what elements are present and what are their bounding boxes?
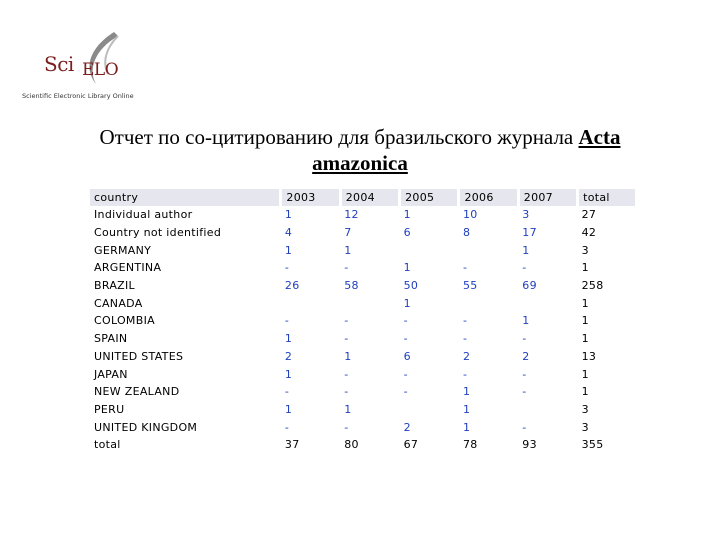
year-value-cell: 3 bbox=[522, 208, 530, 222]
country-cell: BRAZIL bbox=[94, 279, 135, 293]
table-row bbox=[90, 383, 637, 401]
year-value-cell: - bbox=[403, 314, 408, 328]
year-value-cell: 1 bbox=[522, 243, 530, 257]
page-title bbox=[40, 124, 680, 176]
country-cell: Individual author bbox=[94, 208, 193, 222]
country-cell: NEW ZEALAND bbox=[94, 385, 180, 399]
year-value-cell: - bbox=[462, 367, 468, 381]
column-header: 2006 bbox=[459, 189, 518, 206]
column-header: total bbox=[578, 189, 637, 206]
table-row bbox=[90, 224, 637, 242]
column-header: 2003 bbox=[281, 189, 340, 206]
total-label-cell: total bbox=[94, 438, 121, 452]
logo-tagline: Scientific Electronic Library Online bbox=[22, 92, 134, 100]
row-total-cell: 1 bbox=[581, 367, 589, 381]
year-value-cell: 1 bbox=[284, 367, 293, 381]
column-header: country bbox=[90, 189, 281, 206]
year-value-cell: - bbox=[284, 261, 290, 275]
year-value-cell: - bbox=[462, 332, 468, 346]
total-row bbox=[90, 436, 637, 454]
row-total-cell: 27 bbox=[581, 208, 597, 222]
year-value-cell: 10 bbox=[462, 208, 478, 222]
year-total-cell: 78 bbox=[462, 438, 478, 452]
row-total-cell: 1 bbox=[581, 261, 589, 275]
grand-total-cell: 355 bbox=[581, 438, 604, 452]
year-value-cell: 58 bbox=[344, 279, 359, 293]
year-value-cell: - bbox=[284, 314, 290, 328]
year-value-cell: - bbox=[344, 261, 349, 275]
row-total-cell: 42 bbox=[581, 226, 597, 240]
year-value-cell: 50 bbox=[403, 279, 419, 293]
year-value-cell: - bbox=[344, 385, 349, 399]
table-row bbox=[90, 259, 637, 277]
year-value-cell: 1 bbox=[344, 243, 352, 257]
row-total-cell: 1 bbox=[581, 332, 589, 346]
country-cell: Country not identified bbox=[94, 226, 222, 240]
country-cell: SPAIN bbox=[94, 332, 128, 346]
year-value-cell: 12 bbox=[344, 208, 359, 222]
year-value-cell: - bbox=[344, 314, 349, 328]
column-header: 2007 bbox=[518, 189, 577, 206]
table-row bbox=[90, 401, 637, 419]
year-value-cell: 6 bbox=[403, 349, 411, 363]
year-value-cell: - bbox=[284, 420, 290, 434]
title-text: Отчет по со-цитированию для бразильского журнала bbox=[99, 125, 574, 149]
year-value-cell: 1 bbox=[344, 349, 352, 363]
year-value-cell: 1 bbox=[462, 385, 471, 399]
table-row bbox=[90, 206, 637, 224]
year-value-cell: 55 bbox=[462, 279, 478, 293]
journal-name-part1: Acta bbox=[578, 125, 621, 149]
year-value-cell: - bbox=[522, 367, 527, 381]
scielo-logo bbox=[22, 26, 142, 106]
year-value-cell: 69 bbox=[522, 279, 537, 293]
year-value-cell: - bbox=[522, 261, 527, 275]
year-value-cell: - bbox=[462, 261, 468, 275]
year-value-cell: 2 bbox=[462, 349, 471, 363]
column-header: 2004 bbox=[340, 189, 399, 206]
year-value-cell bbox=[459, 294, 518, 312]
year-value-cell: 2 bbox=[403, 420, 411, 434]
year-value-cell: 26 bbox=[284, 279, 300, 293]
year-value-cell: - bbox=[403, 385, 408, 399]
year-value-cell: - bbox=[522, 420, 527, 434]
country-cell: PERU bbox=[94, 402, 125, 416]
year-value-cell: 6 bbox=[403, 226, 411, 240]
row-total-cell: 3 bbox=[581, 420, 589, 434]
year-value-cell: - bbox=[344, 420, 349, 434]
year-value-cell: 2 bbox=[522, 349, 530, 363]
row-total-cell: 3 bbox=[581, 402, 589, 416]
journal-name-part2: amazonica bbox=[312, 151, 408, 175]
year-value-cell: 4 bbox=[284, 226, 293, 240]
column-header: 2005 bbox=[400, 189, 459, 206]
logo-text-sci: Sci bbox=[44, 52, 74, 76]
row-total-cell: 13 bbox=[581, 349, 597, 363]
country-cell: JAPAN bbox=[94, 367, 128, 381]
country-cell: CANADA bbox=[94, 296, 143, 310]
row-total-cell: 1 bbox=[581, 385, 589, 399]
year-value-cell: 1 bbox=[522, 314, 530, 328]
year-value-cell: - bbox=[462, 314, 468, 328]
table-row bbox=[90, 294, 637, 312]
year-total-cell: 67 bbox=[403, 438, 419, 452]
cocitation-table bbox=[90, 189, 638, 454]
year-value-cell: - bbox=[403, 332, 408, 346]
year-value-cell: 1 bbox=[284, 243, 293, 257]
year-total-cell: 80 bbox=[344, 438, 359, 452]
year-value-cell bbox=[518, 401, 577, 419]
year-value-cell: 1 bbox=[403, 296, 411, 310]
table-row bbox=[90, 330, 637, 348]
table-row bbox=[90, 348, 637, 366]
year-value-cell: - bbox=[403, 367, 408, 381]
year-value-cell: - bbox=[284, 385, 290, 399]
row-total-cell: 258 bbox=[581, 279, 604, 293]
table-row bbox=[90, 418, 637, 436]
year-total-cell: 37 bbox=[284, 438, 300, 452]
row-total-cell: 3 bbox=[581, 243, 589, 257]
row-total-cell: 1 bbox=[581, 296, 589, 310]
year-value-cell: 8 bbox=[462, 226, 471, 240]
country-cell: UNITED STATES bbox=[94, 349, 184, 363]
year-value-cell bbox=[400, 241, 459, 259]
year-value-cell bbox=[400, 401, 459, 419]
country-cell: UNITED KINGDOM bbox=[94, 420, 198, 434]
country-cell: ARGENTINA bbox=[94, 261, 162, 275]
year-value-cell: 1 bbox=[284, 332, 293, 346]
country-cell: COLOMBIA bbox=[94, 314, 155, 328]
logo-text-elo: ELO bbox=[82, 60, 119, 80]
table-row bbox=[90, 241, 637, 259]
year-value-cell: 1 bbox=[284, 208, 293, 222]
year-total-cell: 93 bbox=[522, 438, 537, 452]
year-value-cell: 7 bbox=[344, 226, 352, 240]
year-value-cell bbox=[281, 294, 340, 312]
year-value-cell bbox=[518, 294, 577, 312]
table-row bbox=[90, 312, 637, 330]
year-value-cell: - bbox=[344, 332, 349, 346]
year-value-cell: 1 bbox=[403, 261, 411, 275]
table-row bbox=[90, 277, 637, 295]
year-value-cell: - bbox=[522, 332, 527, 346]
year-value-cell: 1 bbox=[284, 402, 293, 416]
year-value-cell: 1 bbox=[344, 402, 352, 416]
year-value-cell bbox=[459, 241, 518, 259]
row-total-cell: 1 bbox=[581, 314, 589, 328]
table-row bbox=[90, 365, 637, 383]
year-value-cell: 1 bbox=[462, 420, 471, 434]
year-value-cell: 1 bbox=[403, 208, 411, 222]
year-value-cell: - bbox=[344, 367, 349, 381]
year-value-cell: 17 bbox=[522, 226, 537, 240]
year-value-cell: 1 bbox=[462, 402, 471, 416]
year-value-cell: 2 bbox=[284, 349, 293, 363]
year-value-cell: - bbox=[522, 385, 527, 399]
country-cell: GERMANY bbox=[94, 243, 152, 257]
table-header-row bbox=[90, 189, 637, 206]
year-value-cell bbox=[340, 294, 399, 312]
